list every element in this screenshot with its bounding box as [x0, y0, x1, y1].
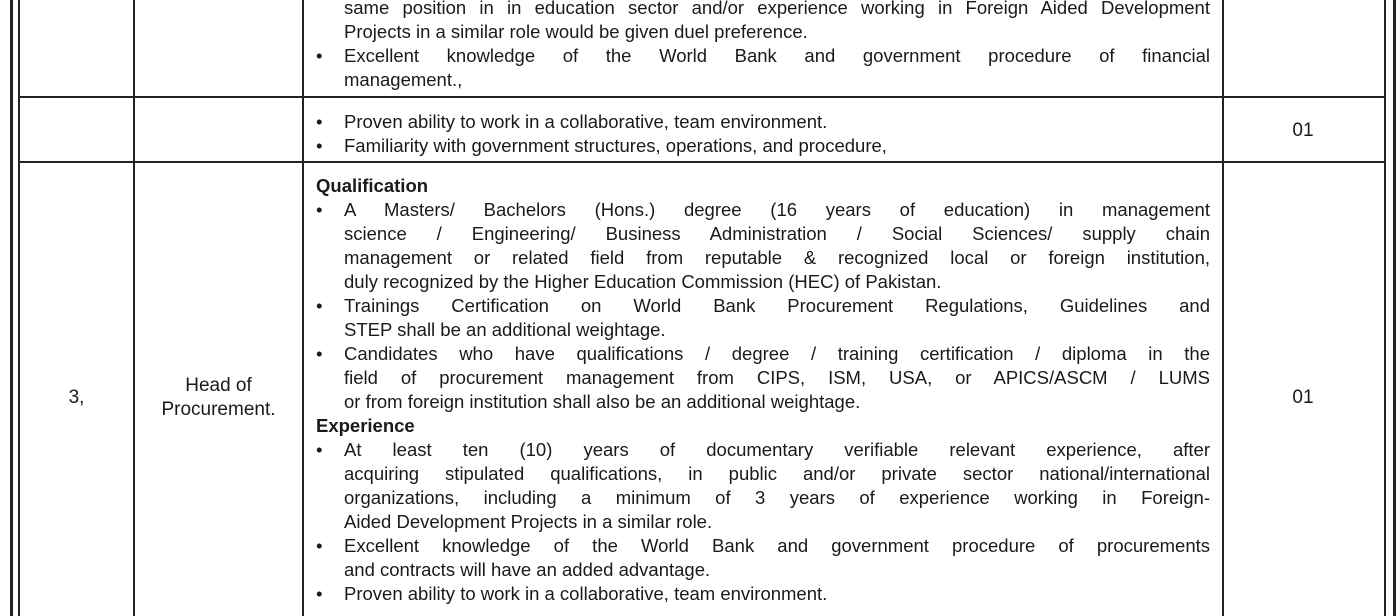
row3-serial: 3,: [68, 387, 85, 408]
bullet-text: [344, 134, 1210, 158]
row2-count: 01: [1292, 120, 1314, 141]
row3-description: [316, 174, 1210, 606]
text-line: and contracts will have an added advantage.: [344, 559, 711, 580]
bullet-icon: •: [316, 135, 323, 156]
column-divider-serial: [133, 0, 135, 616]
bullet-text: [344, 294, 1210, 342]
bullet-text: [344, 342, 1210, 414]
column-divider-description: [1222, 0, 1224, 616]
bullet-icon: •: [316, 439, 323, 460]
text-line: duly recognized by the Higher Education Commission (HEC) of Pakistan.: [344, 271, 942, 292]
bullet-icon: •: [316, 583, 323, 604]
bullet-icon: •: [316, 343, 323, 364]
text-line: Proven ability to work in a collaborative, team environment.: [344, 583, 828, 604]
text-line: acquiring stipulated qualifications, in public and/or private sector national/international: [344, 463, 1210, 484]
row-divider-2: [18, 161, 1384, 163]
text-line: science / Engineering/ Business Administration / Social Sciences/ supply chain: [344, 223, 1210, 244]
text-line: Proven ability to work in a collaborative, team environment.: [344, 111, 828, 132]
text-line: management or related field from reputable & recognized local or foreign institution,: [344, 247, 1210, 268]
text-line: organizations, including a minimum of 3 years of experience working in Foreign-: [344, 487, 1210, 508]
text-line: Trainings Certification on World Bank Procurement Regulations, Guidelines and: [344, 295, 1210, 316]
position-line: Head of: [185, 375, 252, 396]
bullet-icon: •: [316, 535, 323, 556]
bullet-text: [344, 110, 1210, 134]
text-line: At least ten (10) years of documentary verifiable relevant experience, after: [344, 439, 1210, 460]
bullet-text: [344, 582, 1210, 606]
position-line: Procurement.: [161, 399, 276, 420]
row-divider-1: [18, 96, 1384, 98]
text-line: Aided Development Projects in a similar role.: [344, 511, 713, 532]
text-line: Excellent knowledge of the World Bank and government procedure of financial: [344, 45, 1210, 66]
bullet-icon: •: [316, 199, 323, 220]
text-line: STEP shall be an additional weightage.: [344, 319, 666, 340]
text-line: Familiarity with government structures, operations, and procedure,: [344, 135, 887, 156]
bullet-item: [316, 582, 1210, 606]
row3-count: 01: [1292, 387, 1314, 408]
bullet-text: [344, 44, 1210, 92]
bullet-item: [316, 198, 1210, 294]
row3-position: [135, 374, 302, 422]
row1-continuation: [316, 0, 1210, 44]
bullet-item: [316, 534, 1210, 582]
bullet-item: [316, 44, 1210, 92]
bullet-text: [344, 438, 1210, 534]
text-line: Candidates who have qualifications / degree / training certification / diploma in the: [344, 343, 1210, 364]
text-line: or from foreign institution shall also be an additional weightage.: [344, 391, 861, 412]
bullet-item: [316, 342, 1210, 414]
text-line: management.,: [344, 69, 463, 90]
row1-description: [316, 0, 1210, 92]
experience-heading: Experience: [316, 415, 415, 436]
bullet-item: [316, 438, 1210, 534]
bullet-text: [344, 534, 1210, 582]
bullet-icon: •: [316, 111, 323, 132]
bullet-icon: •: [316, 295, 323, 316]
text-line: same position in in education sector and/or experience working in Foreign Aided Development: [344, 0, 1210, 18]
bullet-item: [316, 110, 1210, 134]
column-divider-position: [302, 0, 304, 616]
bullet-item: [316, 134, 1210, 158]
qualification-heading: Qualification: [316, 175, 429, 196]
text-line: Projects in a similar role would be given duel preference.: [344, 21, 808, 42]
text-line: A Masters/ Bachelors (Hons.) degree (16 years of education) in management: [344, 199, 1210, 220]
bullet-icon: •: [316, 45, 323, 66]
row2-description: [316, 110, 1210, 158]
text-line: Excellent knowledge of the World Bank and government procedure of procurements: [344, 535, 1210, 556]
bullet-item: [316, 294, 1210, 342]
bullet-text: [344, 198, 1210, 294]
text-line: field of procurement management from CIPS, ISM, USA, or APICS/ASCM / LUMS: [344, 367, 1210, 388]
